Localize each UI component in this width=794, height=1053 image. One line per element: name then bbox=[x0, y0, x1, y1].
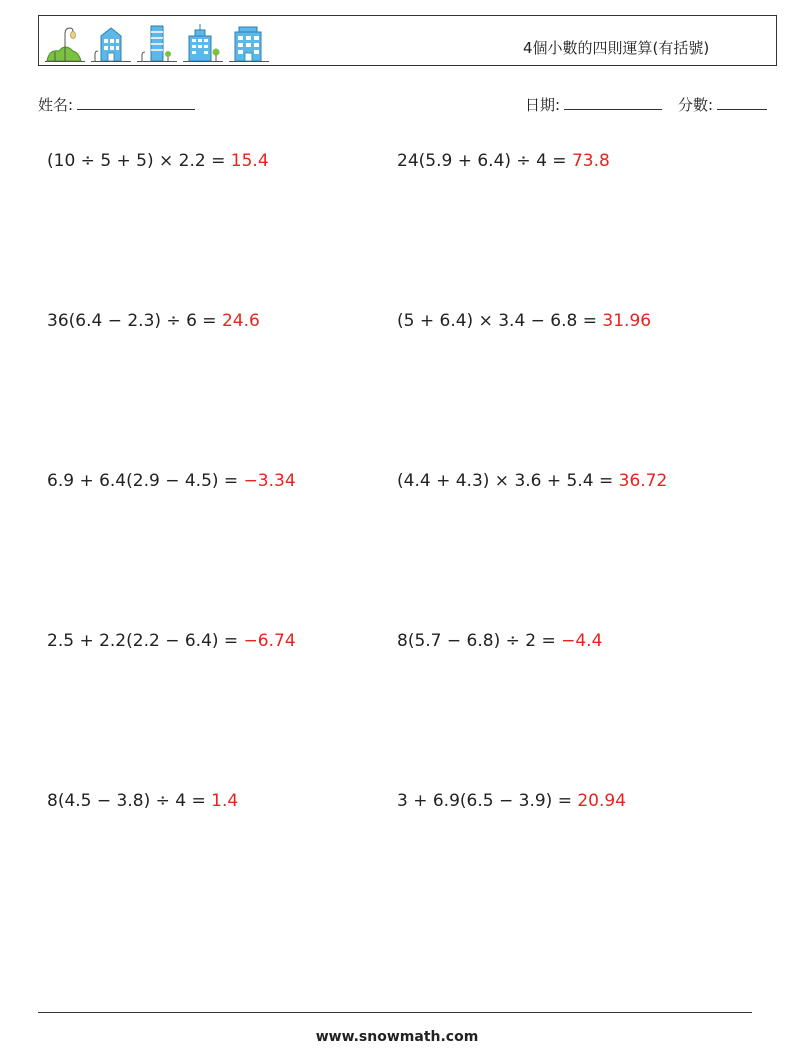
score-field bbox=[678, 94, 767, 115]
city-building-icon bbox=[183, 24, 223, 62]
score-label: 分數: bbox=[678, 96, 714, 114]
answer: 15.4 bbox=[230, 151, 269, 171]
worksheet-title: 4個小數的四則運算(有括號) bbox=[523, 39, 710, 57]
problem-9 bbox=[47, 791, 238, 811]
problem-10 bbox=[397, 791, 626, 811]
question: 8(4.5 − 3.8) ÷ 4 = bbox=[47, 791, 212, 811]
footer-site[interactable]: www.snowmath.com bbox=[315, 1029, 479, 1045]
answer: −3.34 bbox=[243, 471, 296, 491]
tower-building-icon bbox=[137, 26, 177, 62]
name-field bbox=[38, 94, 195, 115]
answer: 24.6 bbox=[221, 311, 260, 331]
date-label: 日期: bbox=[525, 96, 561, 114]
question: 36(6.4 − 2.3) ÷ 6 = bbox=[47, 311, 222, 331]
problem-7 bbox=[47, 631, 296, 651]
answer: 20.94 bbox=[577, 791, 627, 811]
problem-2 bbox=[397, 151, 610, 171]
answer: 73.8 bbox=[571, 151, 610, 171]
date-line[interactable] bbox=[564, 95, 662, 110]
problem-3 bbox=[47, 311, 260, 331]
question: 8(5.7 − 6.8) ÷ 2 = bbox=[397, 631, 562, 651]
answer: 36.72 bbox=[618, 471, 668, 491]
problem-1 bbox=[47, 151, 269, 171]
answer: 31.96 bbox=[602, 311, 652, 331]
answer: 1.4 bbox=[211, 791, 239, 811]
answer: −4.4 bbox=[561, 631, 603, 651]
problem-8 bbox=[397, 631, 602, 651]
question: (4.4 + 4.3) × 3.6 + 5.4 = bbox=[397, 471, 619, 491]
name-label: 姓名: bbox=[38, 96, 74, 114]
question: 3 + 6.9(6.5 − 3.9) = bbox=[397, 791, 578, 811]
apartment-building-icon bbox=[229, 27, 269, 62]
header-icons bbox=[45, 22, 275, 62]
footer-divider bbox=[38, 1012, 752, 1013]
question: 6.9 + 6.4(2.9 − 4.5) = bbox=[47, 471, 244, 491]
problem-5 bbox=[47, 471, 296, 491]
question: 24(5.9 + 6.4) ÷ 4 = bbox=[397, 151, 572, 171]
score-line[interactable] bbox=[717, 95, 767, 110]
problem-6 bbox=[397, 471, 667, 491]
problem-4 bbox=[397, 311, 651, 331]
worksheet-header bbox=[38, 15, 777, 66]
office-building-icon bbox=[91, 28, 131, 62]
question: (5 + 6.4) × 3.4 − 6.8 = bbox=[397, 311, 603, 331]
date-field bbox=[525, 94, 662, 115]
answer: −6.74 bbox=[243, 631, 296, 651]
question: 2.5 + 2.2(2.2 − 6.4) = bbox=[47, 631, 244, 651]
tree-lamp-icon bbox=[45, 28, 85, 62]
question: (10 ÷ 5 + 5) × 2.2 = bbox=[47, 151, 231, 171]
name-line[interactable] bbox=[77, 95, 195, 110]
